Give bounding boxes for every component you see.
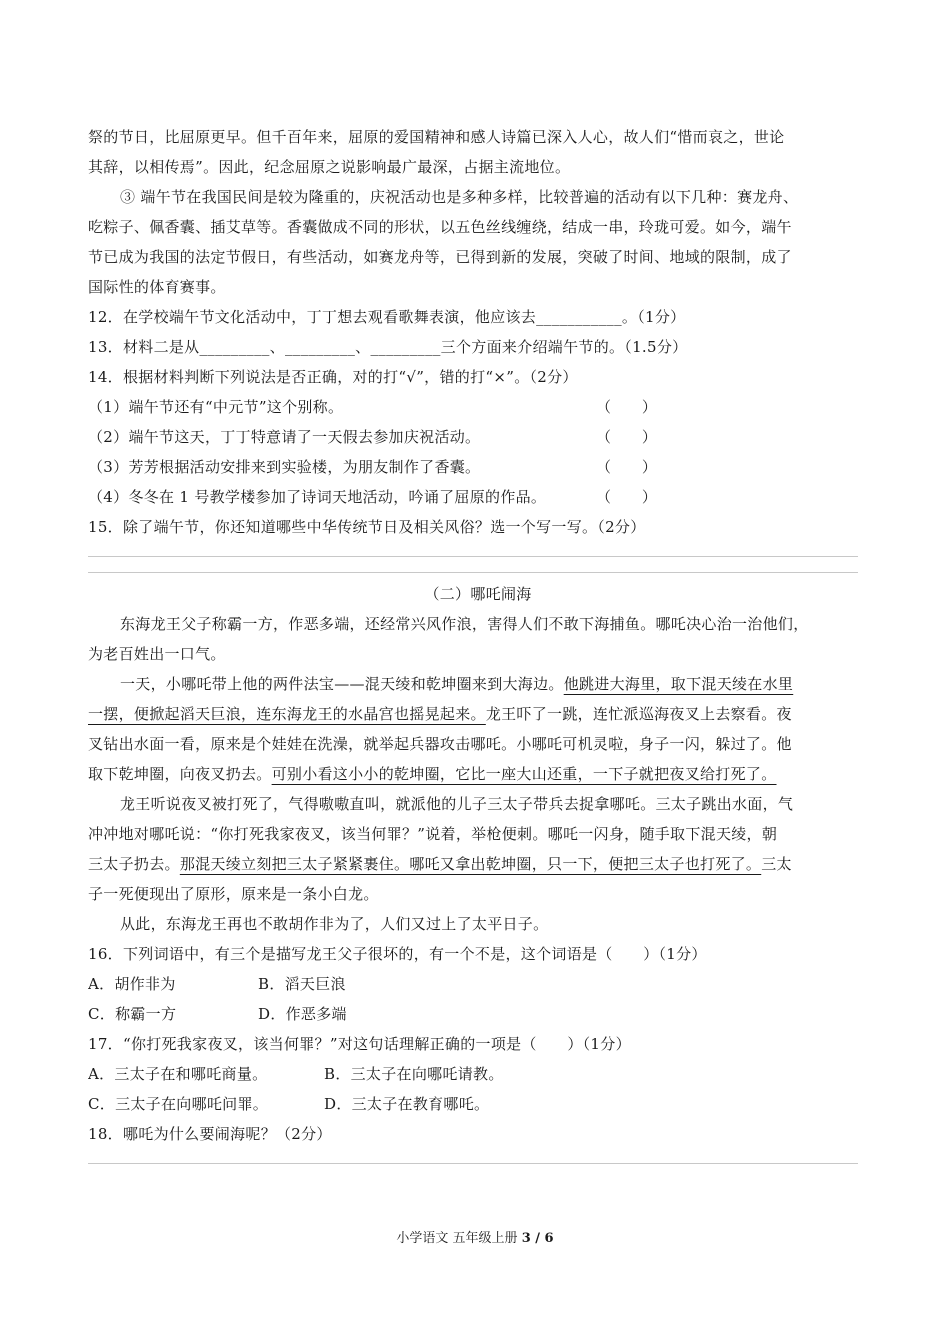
option-row: [88, 1059, 868, 1089]
story-line: 叉钻出水面一看，原来是个娃娃在洗澡，就举起兵器攻击哪吒。小哪吒可机灵啦，身子一闪，躲过了。他: [88, 735, 792, 753]
option-a[interactable]: A．三太子在和哪吒商量。: [88, 1065, 268, 1083]
material-line: 国际性的体育赛事。: [88, 278, 226, 296]
tf-item: [88, 452, 868, 482]
tf-statement: （1）端午节还有“中元节”这个别称。: [88, 398, 344, 416]
story-line: 三太子扔去。那混天绫立刻把三太子紧紧裹住。哪吒又拿出乾坤圈，只一下，便把三太子也打死了。三太: [88, 855, 792, 873]
material-line: 吃粽子、佩香囊、插艾草等。香囊做成不同的形状，以五色丝线缠绕，结成一串，玲珑可爱。如今，端午: [88, 218, 792, 236]
answer-line[interactable]: [88, 1163, 858, 1164]
tf-statement: （3）芳芳根据活动安排来到实验楼，为朋友制作了香囊。: [88, 458, 481, 476]
material-line: ③ 端午节在我国民间是较为隆重的，庆祝活动也是多种多样，比较普遍的活动有以下几种：赛龙舟、: [120, 188, 799, 206]
question-18: 18．哪吒为什么要闹海呢？（2分）: [88, 1125, 332, 1143]
page-footer: [0, 1227, 950, 1246]
story-line: 龙王听说夜叉被打死了，气得嗷嗷直叫，就派他的儿子三太子带兵去捉拿哪吒。三太子跳出水面，气: [120, 795, 794, 813]
underlined-sentence: 一摆，便掀起滔天巨浪，连东海龙王的水晶宫也摇晃起来。: [88, 705, 486, 723]
tf-statement: （2）端午节这天，丁丁特意请了一天假去参加庆祝活动。: [88, 428, 481, 446]
answer-line[interactable]: [88, 572, 858, 573]
story-line: 一天，小哪吒带上他的两件法宝——混天绫和乾坤圈来到大海边。他跳进大海里，取下混天绫在水里: [120, 675, 794, 693]
option-c[interactable]: C．三太子在向哪吒问罪。: [88, 1095, 269, 1113]
answer-bracket[interactable]: （ ）: [596, 488, 658, 506]
option-d[interactable]: D．三太子在教育哪吒。: [324, 1095, 490, 1113]
story-title: （二）哪吒闹海: [424, 585, 532, 603]
question-14-stem: 14．根据材料判断下列说法是否正确，对的打“√”，错的打“×”。（2分）: [88, 368, 578, 386]
question-17-stem: 17．“你打死我家夜叉，该当何罪？”对这句话理解正确的一项是（ ）（1分）: [88, 1035, 631, 1053]
option-b[interactable]: B．滔天巨浪: [258, 975, 346, 993]
story-line: 东海龙王父子称霸一方，作恶多端，还经常兴风作浪，害得人们不敢下海捕鱼。哪吒决心治一治他们，: [120, 615, 809, 633]
tf-item: [88, 392, 868, 422]
underlined-sentence: 可别小看这小小的乾坤圈，它比一座大山还重，一下子就把夜叉给打死了。: [271, 765, 777, 783]
question-13: 13．材料二是从_________、_________、_________三个方面来介绍端午节的。（1.5分）: [88, 338, 688, 356]
option-row: [88, 999, 868, 1029]
story-line: 为老百姓出一口气。: [88, 645, 226, 663]
question-15: 15．除了端午节，你还知道哪些中华传统节日及相关风俗？选一个写一写。（2分）: [88, 518, 646, 536]
answer-bracket[interactable]: （ ）: [596, 398, 658, 416]
story-line: 从此，东海龙王再也不敢胡作非为了，人们又过上了太平日子。: [120, 915, 549, 933]
option-row: [88, 1089, 868, 1119]
option-c[interactable]: C．称霸一方: [88, 1005, 177, 1023]
option-row: [88, 969, 868, 999]
underlined-sentence: 那混天绫立刻把三太子紧紧裹住。哪吒又拿出乾坤圈，只一下，便把三太子也打死了。: [179, 855, 762, 873]
material-line: 祭的节日，比屈原更早。但千百年来，屈原的爱国精神和感人诗篇已深入人心，故人们“惜而哀之，世论: [88, 128, 785, 146]
tf-item: [88, 422, 868, 452]
footer-subject: 小学语文 五年级上册: [396, 1231, 522, 1246]
option-a[interactable]: A．胡作非为: [88, 975, 176, 993]
answer-bracket[interactable]: （ ）: [596, 428, 658, 446]
option-b[interactable]: B．三太子在向哪吒请教。: [324, 1065, 504, 1083]
material-line: 其辞，以相传焉”。因此，纪念屈原之说影响最广最深，占据主流地位。: [88, 158, 571, 176]
story-line: 子一死便现出了原形，原来是一条小白龙。: [88, 885, 379, 903]
question-16-stem: 16．下列词语中，有三个是描写龙王父子很坏的，有一个不是，这个词语是（ ）（1分）: [88, 945, 707, 963]
option-d[interactable]: D．作恶多端: [258, 1005, 347, 1023]
question-12: 12．在学校端午节文化活动中，丁丁想去观看歌舞表演，他应该去___________。（1分）: [88, 308, 686, 326]
underlined-sentence: 他跳进大海里，取下混天绫在水里: [563, 675, 794, 693]
story-line: 冲冲地对哪吒说：“你打死我家夜叉，该当何罪？”说着，举枪便刺。哪吒一闪身，随手取下混天绫，朝: [88, 825, 778, 843]
story-line: 一摆，便掀起滔天巨浪，连东海龙王的水晶宫也摇晃起来。龙王吓了一跳，连忙派巡海夜叉上去察看。夜: [88, 705, 792, 723]
answer-bracket[interactable]: （ ）: [596, 458, 658, 476]
page-number: 3 / 6: [521, 1231, 554, 1246]
answer-line[interactable]: [88, 556, 858, 557]
exam-page: [88, 122, 868, 1179]
story-line: 取下乾坤圈，向夜叉扔去。可别小看这小小的乾坤圈，它比一座大山还重，一下子就把夜叉给打死了。: [88, 765, 777, 783]
tf-statement: （4）冬冬在 1 号教学楼参加了诗词天地活动，吟诵了屈原的作品。: [88, 488, 547, 506]
tf-item: [88, 482, 868, 512]
material-line: 节已成为我国的法定节假日，有些活动，如赛龙舟等，已得到新的发展，突破了时间、地域的限制，成了: [88, 248, 792, 266]
